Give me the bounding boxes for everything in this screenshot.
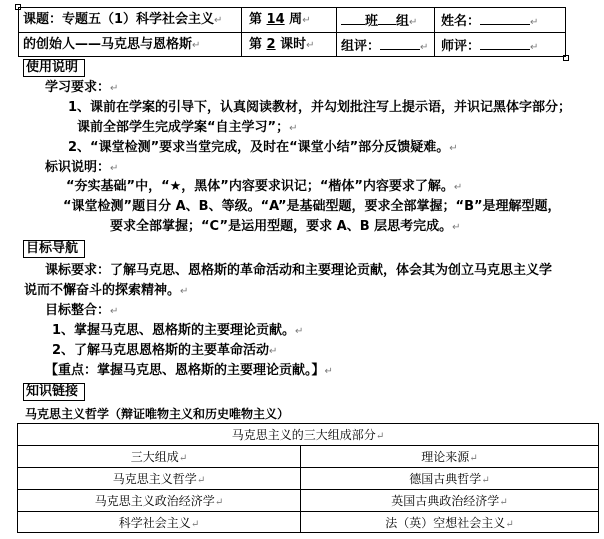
requirement-1-cont: 课前全部学生完成学案“自主学习”；↵ — [77, 120, 298, 135]
lesson-title-cont: 的创始人——马克思与恩格斯↵ — [23, 37, 201, 52]
lesson-header-table — [18, 7, 566, 57]
goal-item-1: 1、掌握马克思、恩格斯的主要理论贡献。↵ — [52, 323, 304, 338]
group-evaluation-cell: 组评： ↵ — [341, 39, 429, 54]
student-name-cell: 姓名： ↵ — [441, 14, 539, 29]
knowledge-heading: 知识链接 — [23, 383, 85, 401]
mark-explanation-1: “夯实基础”中，“★，黑体”内容要求识记；“楷体”内容要求了解。↵ — [66, 179, 463, 194]
requirement-2: 2、“课堂检测”要求当堂完成，及时在“课堂小结”部分反馈疑难。↵ — [68, 140, 458, 155]
column-header: 三大组成↵ — [130, 450, 188, 464]
class-group-cell: 班 组↵ — [341, 12, 417, 31]
study-requirement-label: 学习要求：↵ — [45, 80, 119, 95]
column-header: 理论来源↵ — [421, 450, 478, 464]
composition-table — [17, 423, 599, 533]
mark-explanation-2-cont: 要求全部掌握；“C”是运用型题，要求 A、B 层思考完成。↵ — [110, 219, 461, 234]
week-cell: 第 14 周↵ — [249, 12, 311, 27]
curriculum-standard: 课标要求：了解马克思、恩格斯的革命活动和主要理论贡献，体会其为创立马克思主义学 — [45, 263, 553, 278]
table-cell: 英国古典政治经济学↵ — [391, 494, 508, 508]
table-title: 马克思主义的三大组成部分↵ — [231, 428, 385, 442]
goal-integration-label: 目标整合：↵ — [45, 303, 119, 318]
table-cell: 科学社会主义↵ — [118, 516, 200, 530]
usage-heading: 使用说明 — [23, 59, 85, 77]
mark-explanation-2: “课堂检测”题目分 A、B、等级。“A”是基础型题，要求全部掌握；“B”是理解型题， — [63, 199, 561, 214]
table-cell: 法（英）空想社会主义↵ — [385, 516, 514, 530]
teacher-evaluation-cell: 师评： ↵ — [441, 39, 539, 54]
goals-heading: 目标导航 — [23, 240, 85, 258]
key-point: 【重点：掌握马克思、恩格斯的主要理论贡献。】↵ — [45, 363, 333, 378]
table-cell: 马克思主义政治经济学↵ — [94, 494, 224, 508]
table-cell: 马克思主义哲学↵ — [112, 472, 206, 486]
period-cell: 第 2 课时↵ — [249, 37, 315, 52]
goal-item-2: 2、了解马克思恩格斯的主要革命活动↵ — [52, 343, 278, 358]
lesson-title: 课题：专题五（1）科学社会主义↵ — [23, 12, 223, 27]
mark-explanation-label: 标识说明：↵ — [45, 160, 119, 175]
table-cell: 德国古典哲学↵ — [409, 472, 490, 486]
requirement-1: 1、课前在学案的引导下，认真阅读教材，并勾划批注写上提示语，并识记黑体字部分； — [68, 100, 572, 115]
curriculum-standard-cont: 说而不懈奋斗的探索精神。↵ — [24, 283, 189, 298]
philosophy-line: 马克思主义哲学（辩证唯物主义和历史唯物主义） — [25, 407, 290, 421]
